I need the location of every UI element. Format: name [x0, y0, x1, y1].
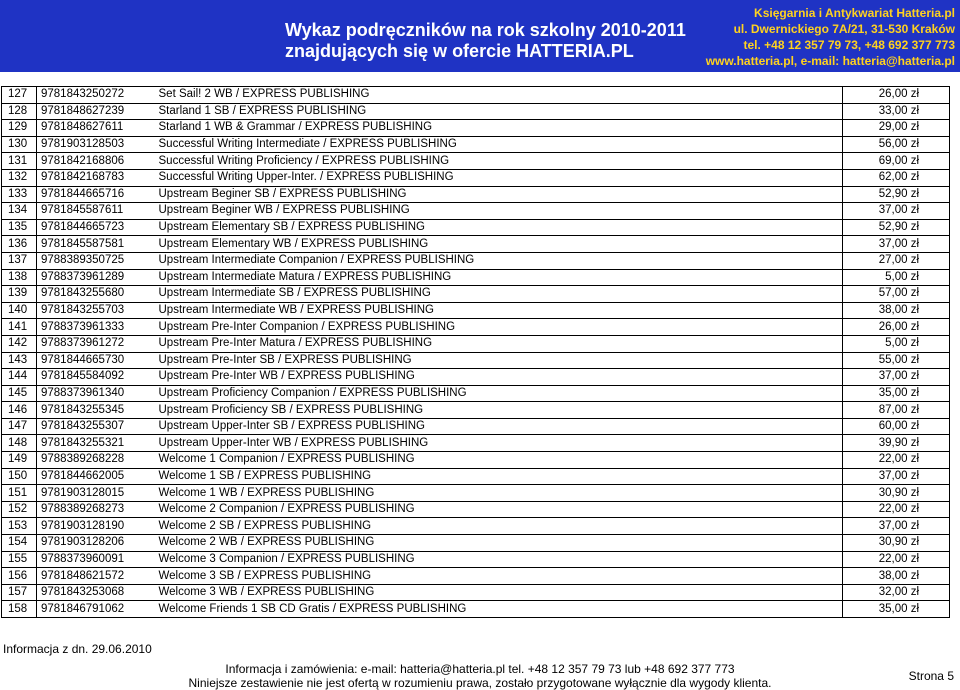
- title-cell: Welcome Friends 1 SB CD Gratis / EXPRESS PUBLISHING: [155, 601, 843, 618]
- price-cell: 22,00 zł: [843, 452, 950, 469]
- price-cell: 37,00 zł: [843, 518, 950, 535]
- row-number: 139: [2, 286, 37, 303]
- price-cell: 38,00 zł: [843, 302, 950, 319]
- title-cell: Upstream Elementary SB / EXPRESS PUBLISHING: [155, 219, 843, 236]
- isbn-cell: 9781848627611: [37, 120, 155, 137]
- title-cell: Upstream Intermediate Companion / EXPRESS PUBLISHING: [155, 252, 843, 269]
- info-date: Informacja z dn. 29.06.2010: [3, 642, 152, 656]
- row-number: 154: [2, 535, 37, 552]
- row-number: 140: [2, 302, 37, 319]
- table-row: [2, 153, 950, 170]
- row-number: 136: [2, 236, 37, 253]
- row-number: 133: [2, 186, 37, 203]
- row-number: 151: [2, 485, 37, 502]
- row-number: 148: [2, 435, 37, 452]
- price-cell: 30,90 zł: [843, 535, 950, 552]
- shop-web: www.hatteria.pl, e-mail: hatteria@hatteria.pl: [705, 54, 955, 68]
- price-cell: 60,00 zł: [843, 418, 950, 435]
- isbn-cell: 9781903128206: [37, 535, 155, 552]
- title-cell: Successful Writing Proficiency / EXPRESS PUBLISHING: [155, 153, 843, 170]
- row-number: 132: [2, 169, 37, 186]
- title-cell: Upstream Intermediate SB / EXPRESS PUBLISHING: [155, 286, 843, 303]
- price-cell: 35,00 zł: [843, 601, 950, 618]
- price-cell: 62,00 zł: [843, 169, 950, 186]
- price-cell: 37,00 zł: [843, 236, 950, 253]
- title-cell: Welcome 2 Companion / EXPRESS PUBLISHING: [155, 501, 843, 518]
- title-cell: Welcome 3 Companion / EXPRESS PUBLISHING: [155, 551, 843, 568]
- title-line-1: Wykaz podręczników na rok szkolny 2010-2011: [285, 20, 686, 40]
- isbn-cell: 9788373961289: [37, 269, 155, 286]
- isbn-cell: 9781843255680: [37, 286, 155, 303]
- table-row: [2, 385, 950, 402]
- title-cell: Upstream Upper-Inter WB / EXPRESS PUBLISHING: [155, 435, 843, 452]
- table-row: [2, 485, 950, 502]
- isbn-cell: 9781843255345: [37, 402, 155, 419]
- table-row: [2, 584, 950, 601]
- table-row: [2, 319, 950, 336]
- price-cell: 69,00 zł: [843, 153, 950, 170]
- row-number: 157: [2, 584, 37, 601]
- table-row: [2, 203, 950, 220]
- table-row: [2, 120, 950, 137]
- table-row: [2, 236, 950, 253]
- shop-phone: tel. +48 12 357 79 73, +48 692 377 773: [743, 38, 955, 52]
- row-number: 156: [2, 568, 37, 585]
- row-number: 129: [2, 120, 37, 137]
- table-row: [2, 601, 950, 618]
- isbn-cell: 9788373961340: [37, 385, 155, 402]
- title-cell: Upstream Pre-Inter Companion / EXPRESS PUBLISHING: [155, 319, 843, 336]
- price-cell: 5,00 zł: [843, 335, 950, 352]
- row-number: 155: [2, 551, 37, 568]
- isbn-cell: 9781842168806: [37, 153, 155, 170]
- title-cell: Upstream Proficiency SB / EXPRESS PUBLISHING: [155, 402, 843, 419]
- title-cell: Welcome 2 WB / EXPRESS PUBLISHING: [155, 535, 843, 552]
- isbn-cell: 9781842168783: [37, 169, 155, 186]
- table-row: [2, 219, 950, 236]
- table-row: [2, 335, 950, 352]
- row-number: 130: [2, 136, 37, 153]
- row-number: 138: [2, 269, 37, 286]
- price-cell: 26,00 zł: [843, 319, 950, 336]
- title-cell: Welcome 2 SB / EXPRESS PUBLISHING: [155, 518, 843, 535]
- table-row: [2, 186, 950, 203]
- price-cell: 37,00 zł: [843, 203, 950, 220]
- title-cell: Upstream Intermediate WB / EXPRESS PUBLISHING: [155, 302, 843, 319]
- textbook-table: [1, 86, 950, 618]
- price-cell: 22,00 zł: [843, 551, 950, 568]
- header-banner: [0, 0, 960, 72]
- price-cell: 39,90 zł: [843, 435, 950, 452]
- row-number: 134: [2, 203, 37, 220]
- shop-address: ul. Dwernickiego 7A/21, 31-530 Kraków: [733, 22, 955, 36]
- price-cell: 56,00 zł: [843, 136, 950, 153]
- price-cell: 38,00 zł: [843, 568, 950, 585]
- table-row: [2, 286, 950, 303]
- title-cell: Starland 1 WB & Grammar / EXPRESS PUBLISHING: [155, 120, 843, 137]
- table-row: [2, 87, 950, 104]
- isbn-cell: 9781844662005: [37, 468, 155, 485]
- price-cell: 33,00 zł: [843, 103, 950, 120]
- isbn-cell: 9781844665716: [37, 186, 155, 203]
- row-number: 146: [2, 402, 37, 419]
- shop-name: Księgarnia i Antykwariat Hatteria.pl: [754, 6, 955, 20]
- price-cell: 55,00 zł: [843, 352, 950, 369]
- isbn-cell: 9788373960091: [37, 551, 155, 568]
- row-number: 137: [2, 252, 37, 269]
- table-body: [2, 87, 950, 618]
- title-cell: Upstream Upper-Inter SB / EXPRESS PUBLISHING: [155, 418, 843, 435]
- row-number: 152: [2, 501, 37, 518]
- price-cell: 37,00 zł: [843, 468, 950, 485]
- isbn-cell: 9781845587611: [37, 203, 155, 220]
- price-cell: 30,90 zł: [843, 485, 950, 502]
- row-number: 141: [2, 319, 37, 336]
- title-cell: Starland 1 SB / EXPRESS PUBLISHING: [155, 103, 843, 120]
- title-cell: Welcome 3 SB / EXPRESS PUBLISHING: [155, 568, 843, 585]
- table-row: [2, 568, 950, 585]
- shop-contact: [706, 5, 955, 69]
- isbn-cell: 9781844665723: [37, 219, 155, 236]
- title-cell: Upstream Proficiency Companion / EXPRESS PUBLISHING: [155, 385, 843, 402]
- price-cell: 22,00 zł: [843, 501, 950, 518]
- footer-info: [0, 662, 960, 690]
- table-row: [2, 468, 950, 485]
- row-number: 158: [2, 601, 37, 618]
- row-number: 127: [2, 87, 37, 104]
- price-cell: 52,90 zł: [843, 186, 950, 203]
- isbn-cell: 9781843250272: [37, 87, 155, 104]
- footer-disclaimer: Niniejsze zestawienie nie jest ofertą w rozumieniu prawa, zostało przygotowane wyłącznie dla wygody klienta.: [188, 676, 772, 690]
- price-cell: 26,00 zł: [843, 87, 950, 104]
- title-cell: Upstream Elementary WB / EXPRESS PUBLISHING: [155, 236, 843, 253]
- table-row: [2, 103, 950, 120]
- title-cell: Upstream Intermediate Matura / EXPRESS PUBLISHING: [155, 269, 843, 286]
- row-number: 150: [2, 468, 37, 485]
- row-number: 153: [2, 518, 37, 535]
- isbn-cell: 9781903128503: [37, 136, 155, 153]
- title-cell: Upstream Beginer SB / EXPRESS PUBLISHING: [155, 186, 843, 203]
- isbn-cell: 9781846791062: [37, 601, 155, 618]
- isbn-cell: 9781843255307: [37, 418, 155, 435]
- isbn-cell: 9788373961333: [37, 319, 155, 336]
- title-cell: Welcome 1 Companion / EXPRESS PUBLISHING: [155, 452, 843, 469]
- row-number: 145: [2, 385, 37, 402]
- table-row: [2, 435, 950, 452]
- isbn-cell: 9781845584092: [37, 369, 155, 386]
- row-number: 149: [2, 452, 37, 469]
- isbn-cell: 9788373961272: [37, 335, 155, 352]
- row-number: 135: [2, 219, 37, 236]
- title-cell: Welcome 1 SB / EXPRESS PUBLISHING: [155, 468, 843, 485]
- row-number: 128: [2, 103, 37, 120]
- price-cell: 5,00 zł: [843, 269, 950, 286]
- isbn-cell: 9788389350725: [37, 252, 155, 269]
- price-cell: 52,90 zł: [843, 219, 950, 236]
- title-cell: Welcome 3 WB / EXPRESS PUBLISHING: [155, 584, 843, 601]
- table-row: [2, 302, 950, 319]
- isbn-cell: 9781843253068: [37, 584, 155, 601]
- isbn-cell: 9781848621572: [37, 568, 155, 585]
- table-row: [2, 402, 950, 419]
- isbn-cell: 9781843255703: [37, 302, 155, 319]
- row-number: 147: [2, 418, 37, 435]
- table-row: [2, 252, 950, 269]
- row-number: 143: [2, 352, 37, 369]
- table-row: [2, 369, 950, 386]
- price-cell: 35,00 zł: [843, 385, 950, 402]
- title-cell: Upstream Beginer WB / EXPRESS PUBLISHING: [155, 203, 843, 220]
- title-cell: Upstream Pre-Inter WB / EXPRESS PUBLISHING: [155, 369, 843, 386]
- title-cell: Successful Writing Upper-Inter. / EXPRESS PUBLISHING: [155, 169, 843, 186]
- isbn-cell: 9781844665730: [37, 352, 155, 369]
- isbn-cell: 9781843255321: [37, 435, 155, 452]
- table-row: [2, 551, 950, 568]
- row-number: 144: [2, 369, 37, 386]
- table-row: [2, 535, 950, 552]
- title-cell: Set Sail! 2 WB / EXPRESS PUBLISHING: [155, 87, 843, 104]
- table-row: [2, 418, 950, 435]
- row-number: 142: [2, 335, 37, 352]
- table-row: [2, 136, 950, 153]
- price-cell: 87,00 zł: [843, 402, 950, 419]
- title-cell: Upstream Pre-Inter Matura / EXPRESS PUBLISHING: [155, 335, 843, 352]
- isbn-cell: 9788389268228: [37, 452, 155, 469]
- isbn-cell: 9781903128015: [37, 485, 155, 502]
- title-line-2: znajdujących się w ofercie HATTERIA.PL: [285, 41, 634, 61]
- table-row: [2, 452, 950, 469]
- table-row: [2, 501, 950, 518]
- footer-contact: Informacja i zamówienia: e-mail: hatteria@hatteria.pl tel. +48 12 357 79 73 lub +48 692 377 773: [225, 662, 735, 676]
- table-row: [2, 352, 950, 369]
- price-cell: 37,00 zł: [843, 369, 950, 386]
- table-row: [2, 269, 950, 286]
- price-cell: 27,00 zł: [843, 252, 950, 269]
- title-cell: Successful Writing Intermediate / EXPRESS PUBLISHING: [155, 136, 843, 153]
- isbn-cell: 9781903128190: [37, 518, 155, 535]
- table-row: [2, 169, 950, 186]
- page-title: [285, 20, 686, 62]
- price-cell: 57,00 zł: [843, 286, 950, 303]
- price-cell: 29,00 zł: [843, 120, 950, 137]
- page-number: Strona 5: [908, 669, 954, 683]
- price-cell: 32,00 zł: [843, 584, 950, 601]
- isbn-cell: 9788389268273: [37, 501, 155, 518]
- isbn-cell: 9781848627239: [37, 103, 155, 120]
- table-row: [2, 518, 950, 535]
- isbn-cell: 9781845587581: [37, 236, 155, 253]
- title-cell: Welcome 1 WB / EXPRESS PUBLISHING: [155, 485, 843, 502]
- title-cell: Upstream Pre-Inter SB / EXPRESS PUBLISHING: [155, 352, 843, 369]
- row-number: 131: [2, 153, 37, 170]
